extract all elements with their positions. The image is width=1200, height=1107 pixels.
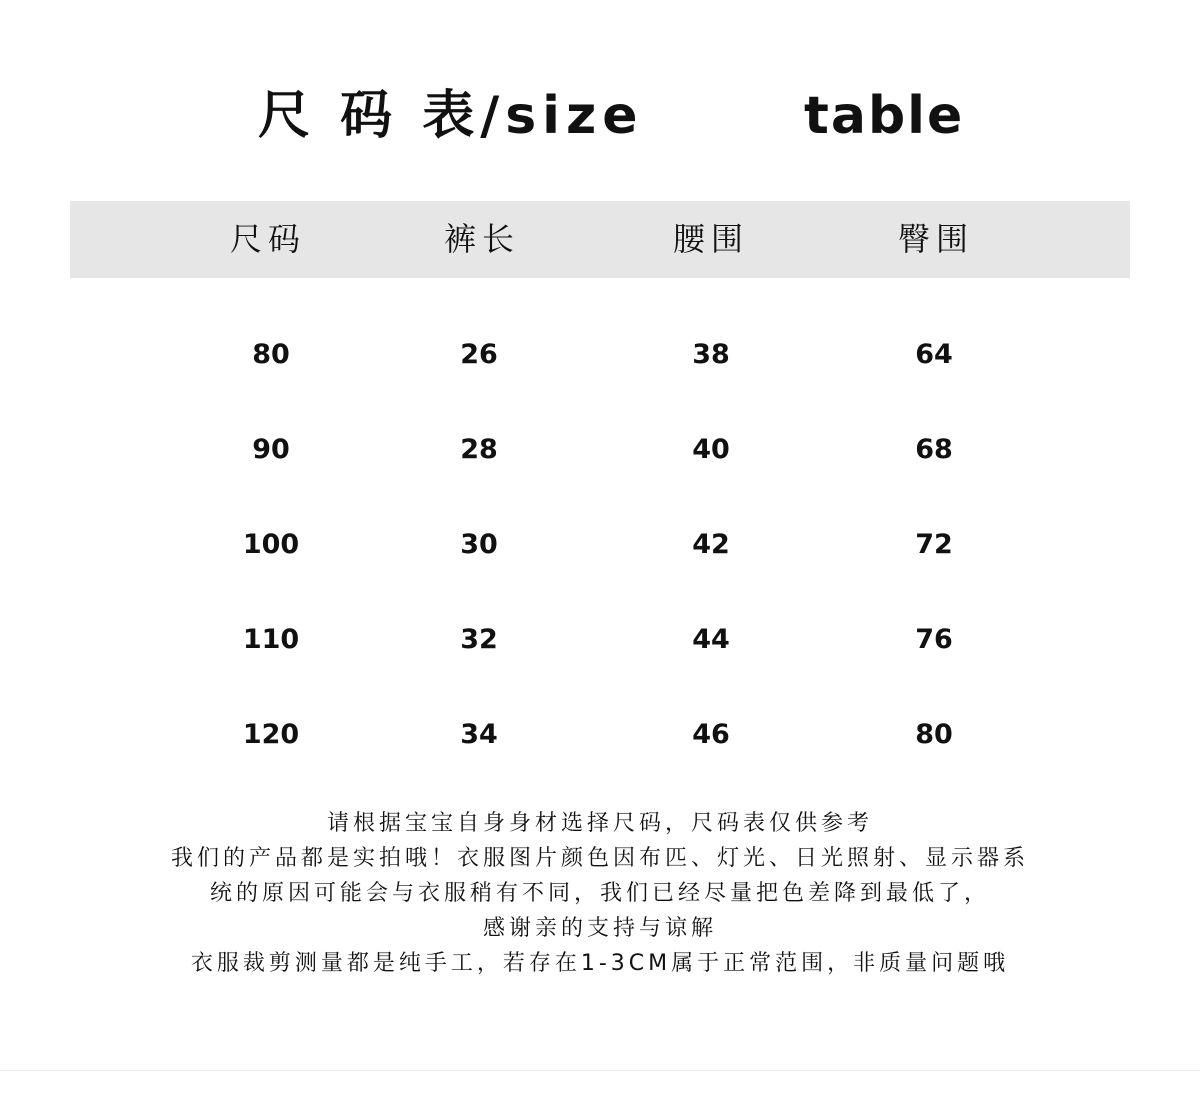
- cell-size: 120: [242, 719, 300, 750]
- cell-pants-length: 30: [460, 529, 498, 560]
- cell-hip: 80: [915, 719, 953, 750]
- footer-divider: [0, 1070, 1200, 1071]
- cell-hip: 68: [915, 434, 953, 465]
- cell-hip: 76: [915, 624, 953, 655]
- cell-pants-length: 28: [460, 434, 498, 465]
- cell-size: 110: [242, 624, 300, 655]
- note-line: 感谢亲的支持与谅解: [482, 916, 717, 941]
- note-line: 统的原因可能会与衣服稍有不同，我们已经尽量把色差降到最低了，: [209, 881, 990, 906]
- cell-waist: 38: [692, 339, 730, 370]
- header-pants-length: 裤长: [443, 220, 521, 258]
- table-row: [0, 525, 1200, 575]
- cell-waist: 44: [692, 624, 730, 655]
- note-line: 衣服裁剪测量都是纯手工，若存在1-3CM属于正常范围，非质量问题哦: [190, 951, 1010, 976]
- title-left: 尺 码 表/size: [258, 86, 644, 146]
- table-row: [0, 335, 1200, 385]
- cell-size: 80: [252, 339, 290, 370]
- cell-pants-length: 32: [460, 624, 498, 655]
- title-right: table: [804, 86, 965, 146]
- notes-block: [0, 806, 1200, 981]
- table-row: [0, 430, 1200, 480]
- cell-hip: 72: [915, 529, 953, 560]
- header-hip: 臀围: [897, 220, 975, 258]
- note-line: 我们的产品都是实拍哦！衣服图片颜色因布匹、灯光、日光照射、显示器系: [170, 846, 1029, 871]
- header-size: 尺码: [229, 220, 307, 258]
- cell-waist: 46: [692, 719, 730, 750]
- table-header-row: [70, 201, 1130, 278]
- cell-size: 90: [252, 434, 290, 465]
- cell-waist: 42: [692, 529, 730, 560]
- cell-hip: 64: [915, 339, 953, 370]
- note-line: 请根据宝宝自身身材选择尺码，尺码表仅供参考: [326, 811, 873, 836]
- cell-pants-length: 26: [460, 339, 498, 370]
- table-row: [0, 620, 1200, 670]
- table-row: [0, 715, 1200, 765]
- size-table-title: [0, 80, 1200, 160]
- cell-waist: 40: [692, 434, 730, 465]
- cell-pants-length: 34: [460, 719, 498, 750]
- header-waist: 腰围: [672, 220, 750, 258]
- cell-size: 100: [242, 529, 300, 560]
